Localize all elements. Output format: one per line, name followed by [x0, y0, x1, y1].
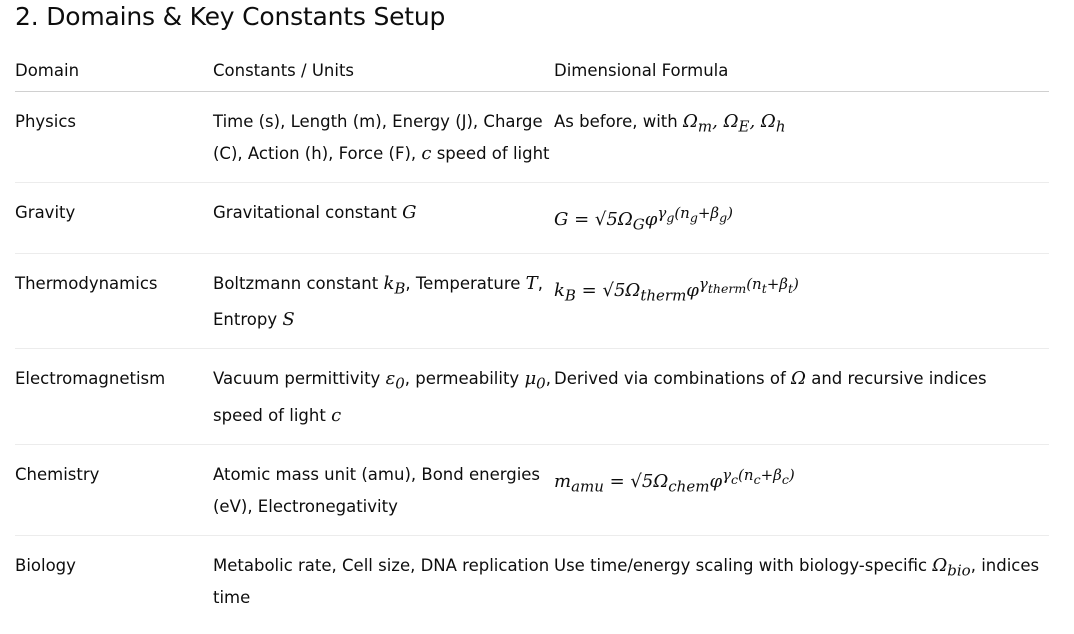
- domain-cell: Biology: [15, 555, 76, 575]
- table-header-row: [15, 52, 1049, 92]
- constants-text: Boltzmann constant: [213, 273, 384, 293]
- table-row: [15, 183, 1049, 254]
- header-constants: Constants / Units: [213, 52, 554, 92]
- table-row: [15, 349, 1049, 445]
- table-row: [15, 253, 1049, 349]
- constants-cell: [213, 92, 554, 183]
- table-row: [15, 535, 1049, 626]
- formula-cell: [554, 349, 1049, 445]
- constants-text: Time (s), Length (m), Energy (J), Charge (C), Action (h), Force (F),: [213, 112, 543, 163]
- math-symbol: $\varepsilon_0$: [385, 368, 405, 393]
- formula-math: $m_{amu} = √5\Omega_{chem}\varphi^{\gamma_c(n_c+\beta_c)}$: [554, 465, 795, 496]
- constants-text: Gravitational constant: [213, 203, 403, 222]
- constants-cell: [213, 349, 554, 445]
- math-symbol: $\mu_0$: [524, 368, 546, 393]
- domains-table: [15, 52, 1049, 626]
- math-symbol: S: [282, 309, 295, 331]
- constants-text: , permeability: [404, 369, 525, 389]
- table-row: [15, 92, 1049, 183]
- section-heading: 2. Domains & Key Constants Setup: [15, 2, 446, 31]
- constants-text: speed of light: [431, 144, 550, 163]
- header-formula: Dimensional Formula: [554, 52, 1049, 92]
- formula-cell: [554, 535, 1049, 626]
- constants-text: , speed of light: [213, 369, 551, 425]
- formula-math: $G = √5\Omega_G\varphi^{\gamma_g(n_g+\beta_g)}$: [554, 204, 733, 234]
- header-domain: Domain: [15, 52, 213, 92]
- domain-cell: Physics: [15, 92, 213, 183]
- domain-cell: Electromagnetism: [15, 349, 213, 445]
- formula-cell: [554, 444, 1049, 535]
- math-symbol: $k_B$: [383, 272, 406, 298]
- formula-text: and recursive indices: [805, 369, 987, 389]
- domain-cell: Gravity: [15, 183, 213, 254]
- formula-cell: [554, 92, 1049, 183]
- math-symbol: c: [421, 143, 432, 164]
- math-symbol: c: [331, 404, 342, 426]
- constants-cell: Atomic mass unit (amu), Bond energies (eV), Electronegativity: [213, 444, 554, 535]
- constants-cell: [213, 253, 554, 349]
- domain-cell: Chemistry: [15, 444, 213, 535]
- constants-text: Vacuum permittivity: [213, 369, 386, 389]
- formula-text: Derived via combinations of: [554, 369, 792, 389]
- formula-math: Ω: [791, 368, 806, 390]
- formula-math: $k_B = √5\Omega_{therm}\varphi^{\gamma_{therm}(n_t+\beta_t)}$: [554, 274, 799, 305]
- formula-math: $\Omega_{bio}$: [932, 554, 971, 580]
- table-row: [15, 444, 1049, 535]
- formula-text: Use time/energy scaling with biology-specific: [554, 555, 933, 575]
- formula-math: $\Omega_m$, $\Omega_E$, $\Omega_h$: [682, 111, 786, 136]
- formula-text: , indices: [970, 555, 1040, 575]
- constants-cell: [213, 183, 554, 254]
- formula-text: As before, with: [554, 112, 683, 131]
- constants-text: , Entropy: [213, 273, 543, 330]
- constants-cell: Metabolic rate, Cell size, DNA replication time: [213, 555, 550, 607]
- math-symbol: T: [525, 272, 538, 294]
- formula-cell: [554, 183, 1049, 254]
- constants-text: , Temperature: [405, 273, 526, 293]
- domain-cell: Thermodynamics: [15, 253, 213, 349]
- formula-cell: [554, 253, 1049, 349]
- math-symbol: G: [402, 202, 417, 223]
